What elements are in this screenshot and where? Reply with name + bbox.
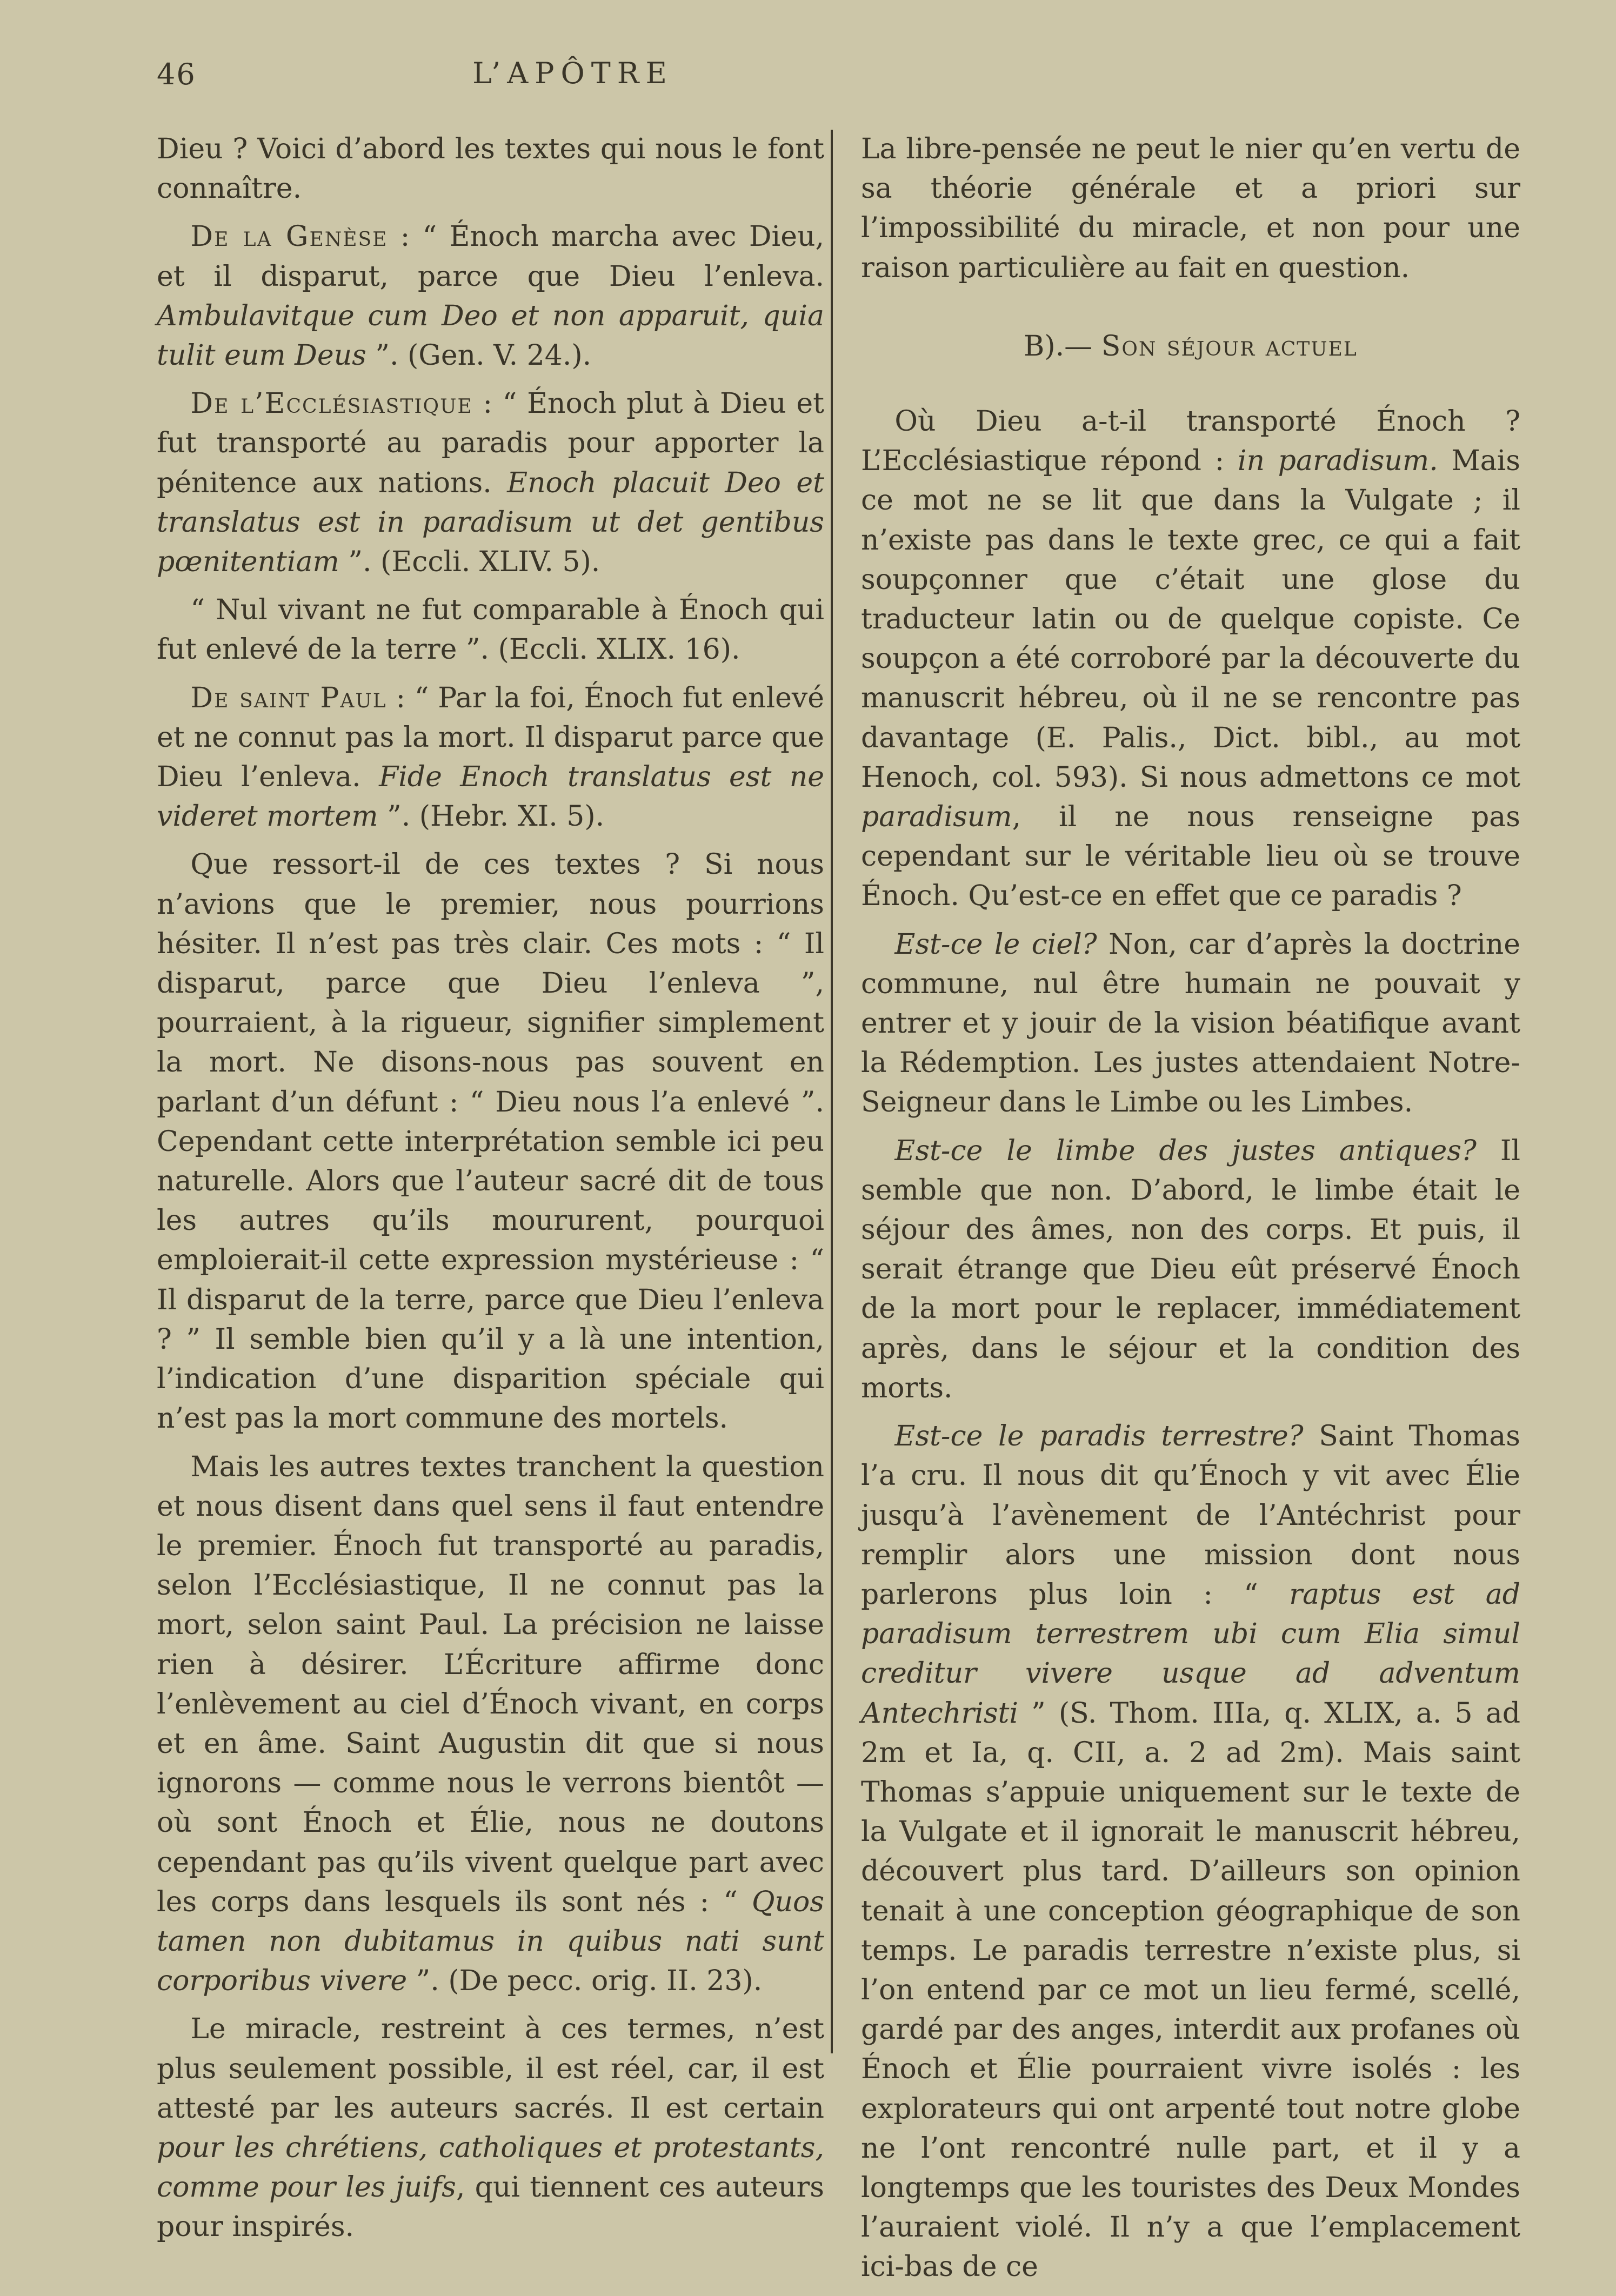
latin-quote: Ambulavitque cum Deo et non apparuit, quia tulit eum Deus: [157, 299, 824, 372]
paragraph: [861, 1417, 1520, 2287]
citation: ”. (Hebr. XI. 5).: [378, 800, 605, 833]
page-header: [157, 54, 989, 97]
latin-quote: Fide Enoch translatus est ne videret mortem: [157, 761, 825, 833]
paragraph-text: , qui tiennent ces auteurs pour inspirés.: [157, 2171, 824, 2244]
citation: ”. (De pecc. orig. II. 23).: [407, 1965, 763, 1998]
citation: ”. (Gen. V. 24.).: [366, 339, 592, 372]
latin-quote: in paradisum.: [1237, 445, 1438, 478]
paragraph: [861, 402, 1520, 916]
left-column: [157, 130, 824, 2256]
citation: ”. (Eccli. XLIV. 5).: [339, 546, 600, 579]
italic-text: pour les chrétiens, catholiques et protestants, comme pour les juifs: [157, 2131, 824, 2204]
paragraph: [157, 384, 824, 582]
paragraph-text: Le miracle, restreint à ces termes, n’est plus seulement possible, il est réel, car, il est attesté par les auteurs sacrés. Il est certain: [157, 2013, 824, 2125]
page-number: 46: [157, 57, 196, 91]
paragraph-text: : “ Énoch plut à Dieu et fut transporté au paradis pour apporter la pénitence aux nations.: [157, 387, 825, 499]
paragraph-text: La libre-pensée ne peut le nier qu’en vertu de sa théorie générale et a priori sur l’impossibilité du miracle, et non pour une raison particulière au fait en question.: [861, 133, 1520, 284]
paragraph-text: , il ne nous renseigne pas cependant sur le véritable lieu où se trouve Énoch. Qu’est-ce en effet que ce paradis ?: [861, 801, 1520, 913]
section-title: Son séjour actuel: [1101, 330, 1358, 363]
question: Est-ce le ciel?: [894, 928, 1097, 961]
paragraph: [861, 130, 1520, 288]
paragraph: [157, 591, 824, 670]
source-label: De l’Ecclésiastique: [190, 387, 473, 420]
paragraph: [157, 217, 824, 376]
paragraph: [157, 679, 824, 837]
latin-quote: raptus est ad paradisum terrestrem ubi cum Elia simul creditur vivere usque ad adventum Antechristi: [861, 1578, 1520, 1730]
latin-quote: Enoch placuit Deo et translatus est in paradisum ut det gentibus pœnitentiam: [157, 466, 824, 579]
section-heading: [861, 327, 1520, 366]
paragraph: [157, 845, 824, 1438]
paragraph-text: Dieu ? Voici d’abord les textes qui nous le font connaître.: [157, 133, 824, 205]
section-number: B).—: [1024, 330, 1101, 363]
paragraph: [861, 1132, 1520, 1408]
running-title: L’APÔTRE: [472, 56, 673, 90]
paragraph: [861, 925, 1520, 1123]
paragraph-text: Saint Thomas l’a cru. Il nous dit qu’Énoch y vit avec Élie jusqu’à l’avènement de l’Antéchrist pour remplir alors une mission dont nous parlerons plus loin : “: [861, 1420, 1520, 1611]
paragraph: [157, 130, 824, 209]
paragraph-text: Où Dieu a-t-il transporté Énoch ? L’Ecclésiastique répond :: [861, 405, 1520, 478]
paragraph-text: Il semble que non. D’abord, le limbe était le séjour des âmes, non des corps. Et puis, il serait étrange que Dieu eût préservé Énoch de la mort pour le replacer, immédiatement après, dans le séjour et la condition des morts.: [861, 1134, 1520, 1404]
paragraph-text: : “ Par la foi, Énoch fut enlevé et ne connut pas la mort. Il disparut parce que Dieu l’enleva.: [157, 681, 825, 794]
paragraph-text: Que ressort-il de ces textes ? Si nous n’avions que le premier, nous pourrions hésiter. Il n’est pas très clair. Ces mots : “ Il disparut, parce que Dieu l’enleva ”, pourraient, à la rigueur, signifier simplement la mort. Ne disons-nous pas souvent en parlant d’un défunt : “ Dieu nous l’a enlevé ”. Cependant cette interprétation semble ici peu naturelle. Alors que l’auteur sacré dit de tous les autres qu’ils moururent, pourquoi emploierait-il cette expression mystérieuse : “ Il disparut de la terre, parce que Dieu l’enleva ? ” Il semble bien qu’il y a là une intention, l’indication d’une disparition spéciale qui n’est pas la mort commune des mortels.: [157, 848, 824, 1435]
latin-quote: Quos tamen non dubitamus in quibus nati sunt corporibus vivere: [157, 1885, 824, 1998]
latin-quote: paradisum: [861, 801, 1012, 834]
paragraph-text: Mais les autres textes tranchent la question et nous disent dans quel sens il faut entendre le premier. Énoch fut transporté au paradis, selon l’Ecclésiastique, Il ne connut pas la mort, selon saint Paul. La précision ne laisse rien à désirer. L’Écriture affirme donc l’enlèvement au ciel d’Énoch vivant, en corps et en âme. Saint Augustin dit que si nous ignorons — comme nous le verrons bientôt — où sont Énoch et Élie, nous ne doutons cependant pas qu’ils vivent quelque part avec les corps dans lesquels ils sont nés : “: [157, 1450, 824, 1918]
paragraph-text: Non, car d’après la doctrine commune, nul être humain ne pouvait y entrer et y jouir de la vision béatifique avant la Rédemption. Les justes attendaient Notre-Seigneur dans le Limbe ou les Limbes.: [861, 928, 1521, 1119]
question: Est-ce le paradis terrestre?: [894, 1420, 1304, 1453]
right-column: [861, 130, 1520, 2296]
paragraph: [157, 2010, 824, 2247]
paragraph: [157, 1448, 824, 2002]
paragraph-text: “ Nul vivant ne fut comparable à Énoch qui fut enlevé de la terre ”. (Eccli. XLIX. 16).: [157, 594, 824, 666]
column-divider: [831, 130, 833, 2053]
question: Est-ce le limbe des justes antiques?: [894, 1134, 1477, 1167]
source-label: De la Genèse: [190, 220, 388, 253]
paragraph-text: ” (S. Thom. IIIa, q. XLIX, a. 5 ad 2m et Ia, q. CII, a. 2 ad 2m). Mais saint Thomas s’appuie uniquement sur le texte de la Vulgate et il ignorait le manuscrit hébreu, découvert plus tard. D’ailleurs son opinion tenait à une conception géographique de son temps. Le paradis terrestre n’existe plus, si l’on entend par ce mot un lieu fermé, scellé, gardé par des anges, interdit aux profanes où Énoch et Élie pourraient vivre isolés : les explorateurs qui ont arpenté tout notre globe ne l’ont rencontré nulle part, et il y a longtemps que les touristes des Deux Mondes l’auraient violé. Il n’y a que l’emplacement ici-bas de ce: [861, 1697, 1520, 2284]
paragraph-text: : “ Énoch marcha avec Dieu, et il disparut, parce que Dieu l’enleva.: [157, 220, 824, 293]
source-label: De saint Paul: [190, 681, 387, 714]
paragraph-text: Mais ce mot ne se lit que dans la Vulgate ; il n’existe pas dans le texte grec, ce qui a fait soupçonner que c’était une glose du traducteur latin ou de quelque copiste. Ce soupçon a été corroboré par la découverte du manuscrit hébreu, où il ne se rencontre pas davantage (E. Palis., Dict. bibl., au mot Henoch, col. 593). Si nous admettons ce mot: [861, 445, 1520, 794]
